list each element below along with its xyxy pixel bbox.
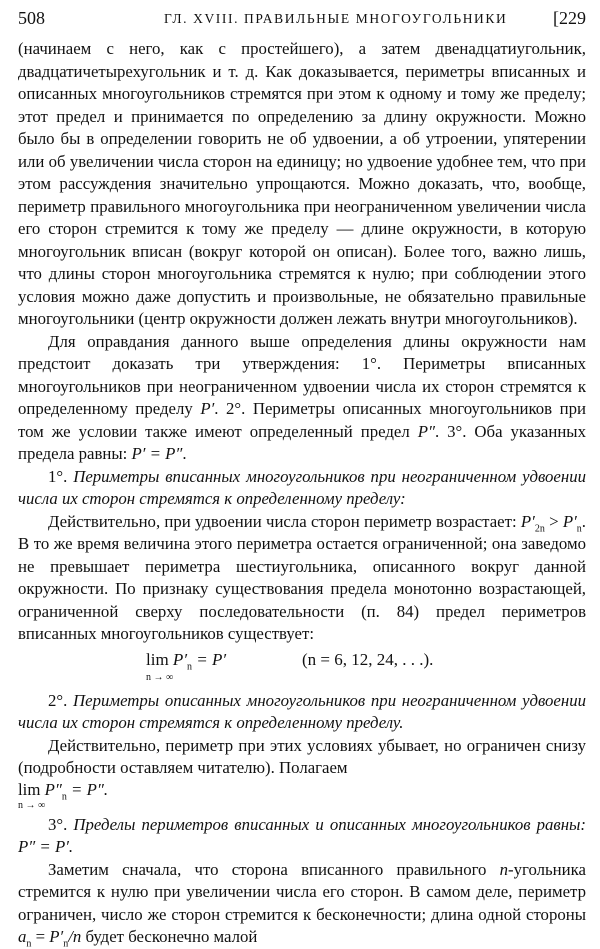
paragraph-1: (начинаем с него, как с простейшего), а затем двенадцатиугольник, двадцатичетырехугольник и т. д. Как доказывается, периметры вписанных и описанных многоугольников стремятся при этом к одному и тому же пределу; этот предел и принимается по определению за длину окружности. Можно было бы в определении говорить не об удвоении, а об утроении, упятерении или об увеличении числа сторон на единицу; но удвоение удобнее тем, что при этом рассуждения значительно упрощаются. Можно доказать, что, вообще, периметр правильного многоугольника при неограниченном увеличении числа его сторон стремится к тому же пределу — длине окружности, в которую многоугольник вписан (вокруг которой он описан). Более того, важно лишь, что длины сторон многоугольника стремятся к нулю; при соблюдении этого условия можно даже допустить и произвольные, не обязательно правильные многоугольники (центр окружности должен лежать внутри многоугольников).: [18, 39, 586, 328]
p4-gt: >: [544, 511, 563, 531]
lim-word: lim: [146, 649, 169, 669]
lim2-eq: = P″.: [66, 779, 109, 799]
lim2-expr: [18, 780, 108, 800]
p7-number: 3°.: [48, 814, 68, 834]
p7-equality: P″ = P′.: [18, 837, 74, 856]
page-header: [18, 8, 586, 34]
p8-eq: =: [31, 927, 50, 946]
lim2-dprime: ″: [54, 779, 62, 799]
lim-sub-n: n: [187, 660, 193, 672]
lim-prime: ′: [183, 649, 188, 669]
p8-slash-n: /n: [68, 927, 82, 946]
p8-a-sub: n: [26, 938, 32, 949]
page-number: 508: [18, 8, 45, 28]
p2-text-b: . 2°. Периметры описанных многоугольников при том же условии также имеют определенный предел: [18, 399, 586, 441]
running-title: ГЛ. XVIII. ПРАВИЛЬНЫЕ МНОГОУГОЛЬНИКИ: [164, 11, 508, 26]
formula-limit-circumscribed: [18, 780, 586, 814]
section-number: [229: [553, 8, 586, 28]
p3-number: 1°.: [48, 466, 68, 486]
p8-p-sub: n: [63, 938, 69, 949]
p4-text-a: Действительно, при удвоении числа сторон периметр возрастает:: [48, 511, 521, 531]
p3-statement: Периметры вписанных многоугольников при неограниченном удвоении числа их сторон стремятся к определенному пределу:: [18, 466, 586, 508]
p4-text-b: . В то же время величина этого периметра остается ограниченной; она заведомо не превышает периметра шестиугольника, описанного вокруг данной окружности. По признаку существования предела монотонно возрастающей, ограниченной сверху последовательности (п. 84) предел периметров вписанных многоугольников существует:: [18, 511, 586, 643]
p4-math-p: P: [520, 511, 532, 531]
lim-p: P: [172, 649, 184, 669]
p2-math-pdprime: P″: [417, 421, 435, 441]
p4-prime-n: ′: [573, 511, 577, 531]
paragraph-4: [18, 511, 586, 646]
lim-eq-pprime: = P′: [192, 649, 227, 669]
p4-math-p2: P: [562, 511, 574, 531]
paragraph-5: [18, 690, 586, 735]
lim2-word: lim: [18, 779, 41, 799]
paragraph-6: Действительно, периметр при этих условиях убывает, но ограничен снизу (подробности оставляем читателю). Полагаем: [18, 735, 586, 777]
page-body: [18, 38, 586, 949]
formula-lim-expr: [146, 650, 226, 670]
p8-prime: ′: [59, 927, 64, 946]
p8-text-c: будет бесконечно малой: [81, 927, 258, 946]
p8-text-b: -угольника стремится к нулю при увеличении числа его сторон. В самом деле, периметр ограничен, число же сторон стремится к бесконечности; длина одной стороны: [18, 859, 586, 924]
p8-p: P: [49, 927, 60, 946]
p8-n: n: [499, 859, 509, 879]
formula-condition: (n = 6, 12, 24, . . .).: [302, 649, 434, 669]
lim-limit-sub: n → ∞: [146, 671, 174, 683]
paragraph-2: Для оправдания данного выше определения длины окружности нам предстоит доказать три утверждения: 1°. Периметры вписанных многоугольников при неограниченном удвоении числа их сторон стремятся к определенному пределу P′. 2°. Периметры описанных многоугольников при том же условии также имеют определенный предел P″. 3°. Оба указанных предела равны: P′ = P″.: [18, 331, 586, 463]
p5-number: 2°.: [48, 690, 68, 710]
lim2-p: P: [44, 779, 55, 799]
p2-text-c: . 3°. Оба указанных предела равны:: [18, 421, 586, 463]
p8-a: a: [18, 927, 27, 946]
lim2-limit-sub: n → ∞: [18, 799, 46, 811]
lim2-sub-n: n: [61, 790, 67, 802]
p2-math-equality: P′ = P″: [131, 444, 183, 463]
p2-text-a: Для оправдания данного выше определения длины окружности нам предстоит доказать три утверждения: 1°. Периметры вписанных многоугольников при неограниченном удвоении числа их сторон стремятся к определенному пределу: [18, 331, 586, 418]
paragraph-7: [18, 814, 586, 859]
p4-prime-2n: ′: [531, 511, 535, 531]
p5-statement: Периметры описанных многоугольников при неограниченном удвоении числа их сторон стремятся к определенному пределу.: [18, 690, 586, 732]
paragraph-8: [18, 859, 586, 949]
formula-limit-inscribed: [18, 646, 586, 690]
p8-text-a: Заметим сначала, что сторона вписанного правильного: [48, 859, 500, 879]
p4-sub-n: n: [576, 522, 582, 534]
p4-sub-2n: 2n: [534, 522, 545, 534]
paragraph-3: [18, 466, 586, 511]
p2-math-pprime: P′: [200, 399, 215, 418]
p7-statement: Пределы периметров вписанных и описанных многоугольников равны:: [73, 814, 586, 834]
